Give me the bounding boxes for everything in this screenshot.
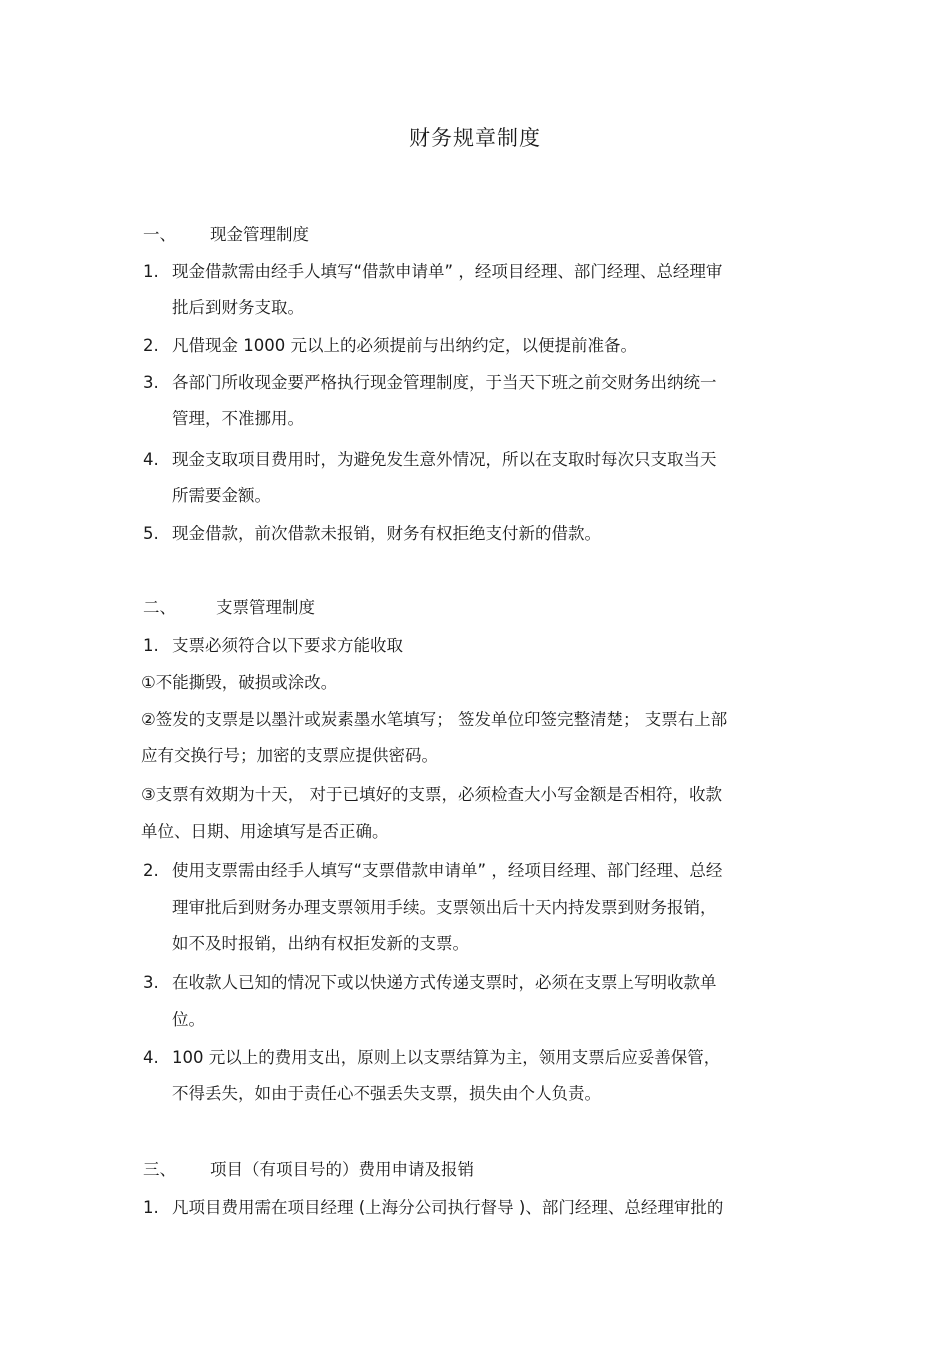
- section-title: 现金管理制度: [210, 225, 309, 244]
- item-text: 支票必须符合以下要求方能收取: [172, 636, 403, 655]
- item-text: 批后到财务支取。: [172, 298, 304, 317]
- section-number: 三、: [143, 1160, 176, 1179]
- sub-item: ②签发的支票是以墨汁或炭素墨水笔填写； 签发单位印签完整清楚； 支票右上部: [141, 710, 728, 729]
- item-text: 不得丢失，如由于责任心不强丢失支票，损失由个人负责。: [172, 1084, 601, 1103]
- item-text: 使用支票需由经手人填写“支票借款申请单” ，经项目经理、部门经理、总经: [172, 861, 723, 880]
- section-number: 一、: [143, 225, 176, 244]
- item-number: 1.: [143, 1198, 159, 1217]
- section-title: 项目（有项目号的）费用申请及报销: [210, 1160, 474, 1179]
- item-text: 管理，不准挪用。: [172, 409, 304, 428]
- sub-item-continuation: 单位、日期、用途填写是否正确。: [141, 822, 389, 841]
- item-number: 1.: [143, 636, 159, 655]
- section-number: 二、: [143, 598, 176, 617]
- item-number: 4.: [143, 1048, 159, 1067]
- item-number: 2.: [143, 336, 159, 355]
- section-title: 支票管理制度: [216, 598, 315, 617]
- item-number: 4.: [143, 450, 159, 469]
- item-text: 所需要金额。: [172, 486, 271, 505]
- item-text: 理审批后到财务办理支票领用手续。支票领出后十天内持发票到财务报销，: [172, 898, 717, 917]
- item-text: 凡借现金 1000 元以上的必须提前与出纳约定，以便提前准备。: [172, 336, 637, 355]
- item-number: 3.: [143, 373, 159, 392]
- item-text: 现金借款需由经手人填写“借款申请单” ，经项目经理、部门经理、总经理审: [172, 262, 723, 281]
- sub-item: ③支票有效期为十天， 对于已填好的支票，必须检查大小写金额是否相符，收款: [141, 785, 723, 804]
- sub-item-continuation: 应有交换行号；加密的支票应提供密码。: [141, 746, 438, 765]
- item-text: 100 元以上的费用支出，原则上以支票结算为主，领用支票后应妥善保管，: [172, 1048, 721, 1067]
- document-title: 财务规章制度: [409, 126, 541, 150]
- item-number: 1.: [143, 262, 159, 281]
- item-text: 位。: [172, 1010, 205, 1029]
- item-text: 现金支取项目费用时，为避免发生意外情况，所以在支取时每次只支取当天: [172, 450, 717, 469]
- item-text: 在收款人已知的情况下或以快递方式传递支票时，必须在支票上写明收款单: [172, 973, 717, 992]
- item-text: 各部门所收现金要严格执行现金管理制度，于当天下班之前交财务出纳统一: [172, 373, 717, 392]
- item-number: 2.: [143, 861, 159, 880]
- item-text: 现金借款，前次借款未报销，财务有权拒绝支付新的借款。: [172, 524, 601, 543]
- item-number: 3.: [143, 973, 159, 992]
- item-text: 凡项目费用需在项目经理 (上海分公司执行督导 )、部门经理、总经理审批的: [172, 1198, 724, 1217]
- item-number: 5.: [143, 524, 159, 543]
- item-text: 如不及时报销，出纳有权拒发新的支票。: [172, 934, 469, 953]
- sub-item: ①不能撕毁，破损或涂改。: [141, 673, 338, 692]
